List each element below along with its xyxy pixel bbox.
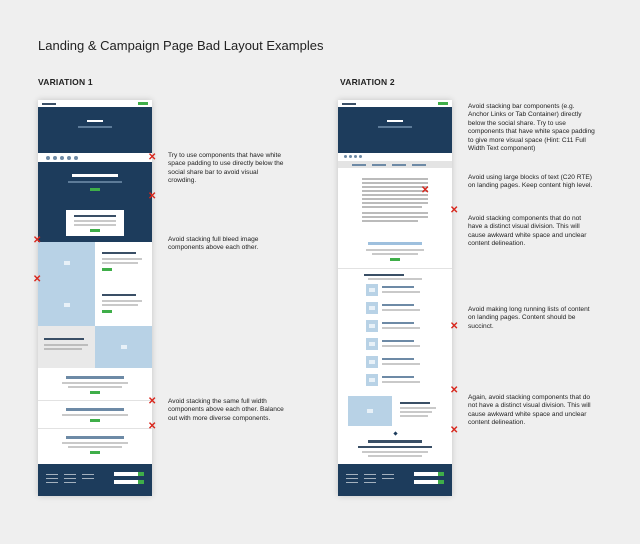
- error-mark: ✕: [450, 205, 459, 216]
- wireframe-image-text-stack: [38, 242, 152, 326]
- variation-1-label: VARIATION 1: [38, 77, 93, 87]
- error-mark: ✕: [450, 321, 459, 332]
- annotation-note: Try to use components that have white space padding to use directly below the social share bar to avoid visual crowding.: [168, 152, 284, 185]
- wireframe-repeated-components: [38, 368, 152, 464]
- error-mark: ✕: [33, 235, 42, 246]
- variation-1-wireframe: [38, 100, 152, 496]
- annotation-note: Avoid making long running lists of content on landing pages. Content should be succinct.: [468, 306, 590, 330]
- wireframe-promo-banner: [38, 162, 152, 204]
- variation-2-wireframe: [338, 100, 452, 496]
- wireframe-header: [338, 100, 452, 107]
- error-mark: ✕: [148, 396, 157, 407]
- wireframe-anchor-bar: [338, 161, 452, 168]
- wireframe-list-heading: [338, 268, 452, 282]
- wireframe-form-section: [38, 204, 152, 242]
- annotation-note: Avoid stacking components that do not have a distinct visual division. This will cause awkward white space and unclear content delineation.: [468, 215, 587, 248]
- page-title: Landing & Campaign Page Bad Layout Examples: [38, 38, 324, 53]
- annotation-note: Avoid stacking full bleed image components above each other.: [168, 236, 259, 252]
- wireframe-long-list: [338, 282, 452, 394]
- wireframe-image-text: [338, 394, 452, 428]
- error-mark: ✕: [148, 191, 157, 202]
- annotation-note: Avoid stacking bar components (e.g. Anchor Links or Tab Container) directly below the social share. Try to use components that have white space padding to give more visual space (Hint: C11 Full Width Text component): [468, 103, 595, 153]
- wireframe-header: [38, 100, 152, 107]
- variation-2-label: VARIATION 2: [340, 77, 395, 87]
- error-mark: ✕: [450, 425, 459, 436]
- wireframe-social-share: [38, 153, 152, 162]
- annotation-note: Avoid stacking the same full width components above each other. Balance out with more diverse components.: [168, 398, 284, 422]
- error-mark: ✕: [450, 385, 459, 396]
- error-mark: ✕: [148, 152, 157, 163]
- wireframe-footer: [338, 464, 452, 496]
- annotation-note: Again, avoid stacking components that do not have a distinct visual division. This will cause awkward white space and unclear content delineation.: [468, 394, 591, 427]
- wireframe-footer: [38, 464, 152, 496]
- wireframe-hero: [338, 107, 452, 153]
- annotation-note: Avoid using large blocks of text (C20 RTE) on landing pages. Keep content high level.: [468, 174, 593, 190]
- wireframe-hero: [38, 107, 152, 153]
- error-mark: ✕: [421, 185, 430, 196]
- wireframe-cta-block: [338, 240, 452, 268]
- wireframe-text-image-block: [38, 326, 152, 368]
- wireframe-stacked-text: [338, 428, 452, 464]
- wireframe-text-block: [338, 168, 452, 240]
- error-mark: ✕: [148, 421, 157, 432]
- error-mark: ✕: [33, 274, 42, 285]
- wireframe-social-share: [338, 153, 452, 161]
